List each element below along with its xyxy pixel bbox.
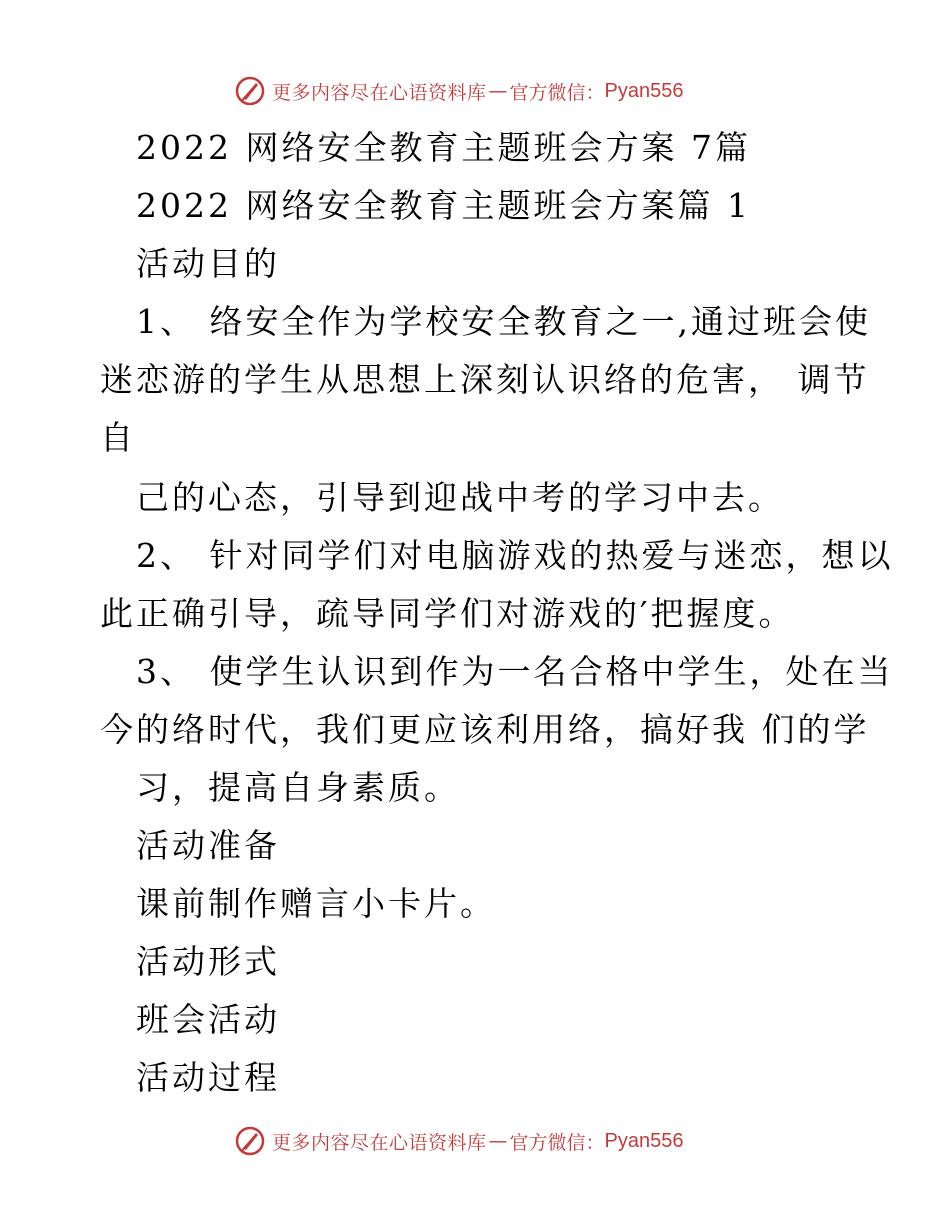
section-heading: 活动形式 — [136, 942, 280, 981]
section-heading: 活动准备 — [136, 826, 280, 865]
section-heading: 活动过程 — [136, 1058, 280, 1097]
banner-dash: — — [488, 1130, 508, 1152]
paragraph-line: 迷恋游的学生从思想上深刻认识络的危害， 调节 — [100, 360, 870, 399]
banner-wechat-label: 官方微信： — [509, 1131, 605, 1154]
paragraph-line: 己的心态，引导到迎战中考的学习中去。 — [136, 478, 784, 517]
section-heading: 活动目的 — [136, 244, 280, 283]
banner-text: 更多内容尽在心语资料库 — [272, 81, 487, 104]
banner-handle: Pyan556 — [604, 79, 684, 102]
paragraph-line: 此正确引导，疏导同学们对游戏的′把握度。 — [100, 594, 795, 633]
paragraph-line: 今的络时代，我们更应该利用络，搞好我 们的学 — [100, 710, 870, 749]
quill-logo-icon — [234, 75, 266, 107]
doc-subtitle: 2022 网络安全教育主题班会方案篇 1 — [136, 186, 751, 225]
banner-dash: — — [488, 80, 508, 102]
banner-handle: Pyan556 — [604, 1129, 684, 1152]
quill-logo-icon — [234, 1125, 266, 1157]
header-banner — [234, 74, 684, 108]
banner-text: 更多内容尽在心语资料库 — [272, 1131, 487, 1154]
doc-title: 2022 网络安全教育主题班会方案 7篇 — [136, 128, 751, 167]
paragraph-line: 3、 使学生认识到作为一名合格中学生，处在当 — [136, 652, 894, 691]
footer-banner — [234, 1124, 684, 1158]
paragraph-line: 自 — [100, 418, 136, 457]
banner-wechat-label: 官方微信： — [509, 81, 605, 104]
paragraph-line: 习，提高自身素质。 — [136, 768, 460, 807]
paragraph-line: 班会活动 — [136, 1000, 280, 1039]
paragraph-line: 1、 络安全作为学校安全教育之一,通过班会使 — [136, 302, 871, 341]
paragraph-line: 课前制作赠言小卡片。 — [136, 884, 496, 923]
paragraph-line: 2、 针对同学们对电脑游戏的热爱与迷恋，想以 — [136, 536, 894, 575]
